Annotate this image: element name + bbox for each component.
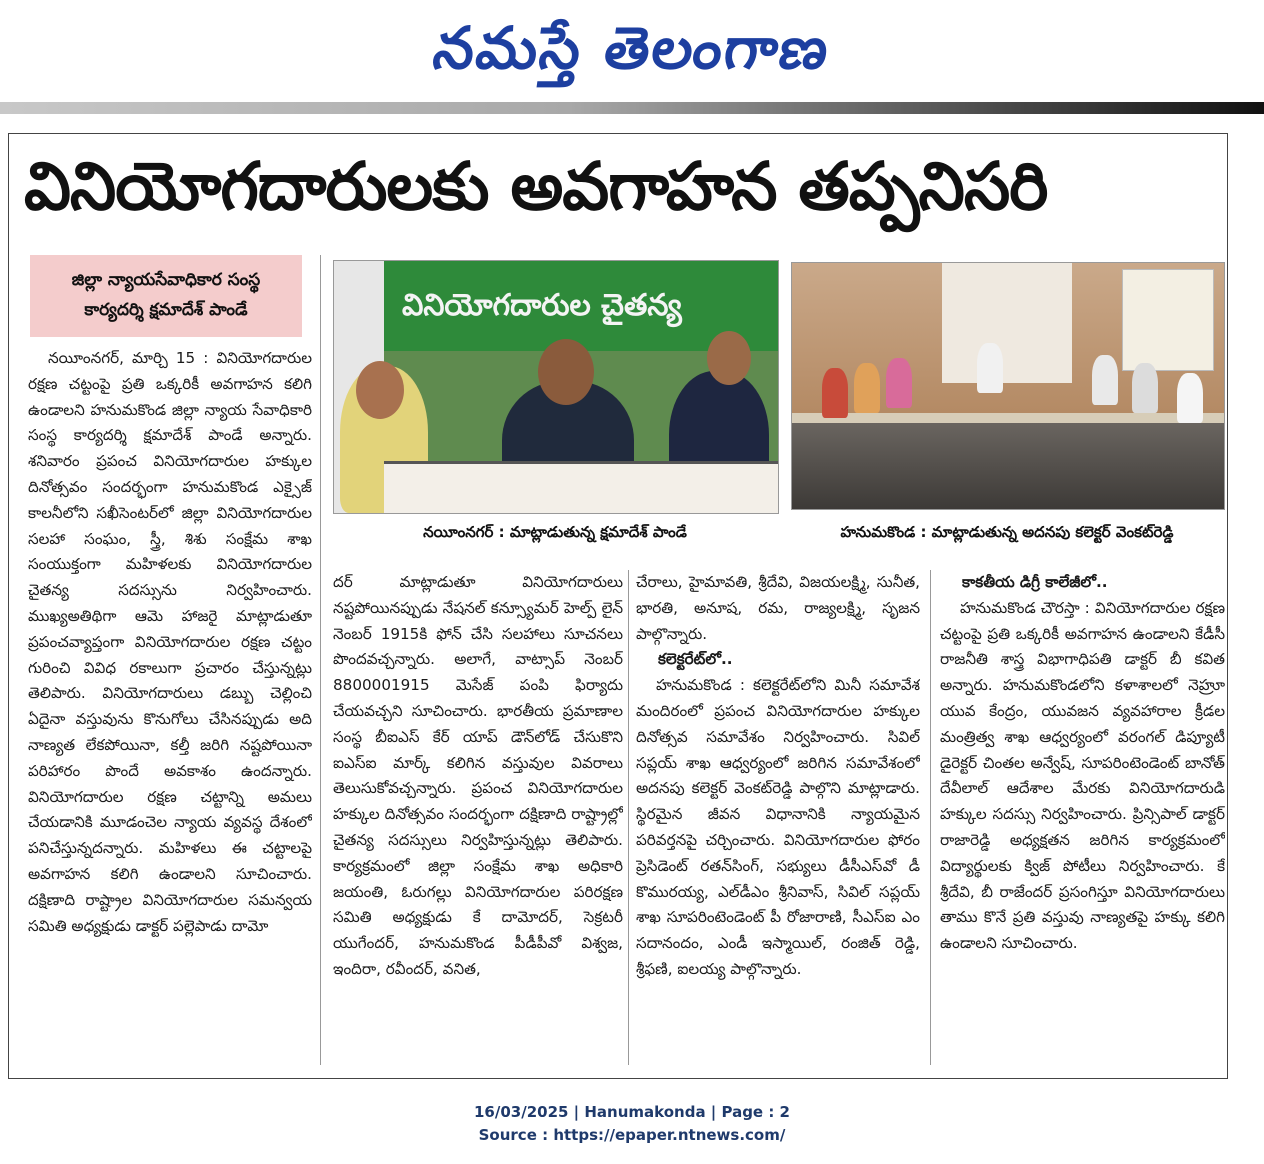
photo-banner: వినియోగదారుల చైతన్య <box>384 261 779 351</box>
subhead-line-2: కార్యదర్శి క్షమాదేశ్ పాండే <box>84 300 248 320</box>
section-heading-kakatiya: కాకతీయ డిగ్రీ కాలేజీలో.. <box>962 573 1108 591</box>
article-column-3 <box>636 570 920 1062</box>
article-subhead <box>30 255 302 337</box>
column-divider <box>628 570 629 1065</box>
photo-hanumakonda <box>791 262 1225 510</box>
column-divider <box>930 570 931 1065</box>
footer-dateline: 16/03/2025 | Hanumakonda | Page : 2 <box>473 1103 790 1121</box>
section-heading-collectorate: కలెక్టరేట్‌లో.. <box>658 650 733 669</box>
column-2-text: దర్ మాట్లాడుతూ వినియోగదారులు నష్టపోయినప్పుడు నేషనల్ కన్స్యూమర్ హెల్ప్ లైన్ నెంబర్ 1915కి ఫోన్ చేసి సలహాలు సూచనలు పొందవచ్చన్నారు. అలాగే, వాట్సాప్ నెంబర్ 8800001915 మెసేజ్ పంపి ఫిర్యాదు చేయవచ్చని సూచించారు. భారతీయ ప్రమాణాల సంస్థ బీఐఎస్ కేర్ యాప్ డౌన్‌లోడ్ చేసుకొని ఐఎస్ఐ మార్క్ కలిగిన వస్తువుల వివరాలు తెలుసుకోవచ్చన్నారు. ప్రపంచ వినియోగదారుల హక్కుల దినోత్సవం సందర్భంగా దక్షిణాది రాష్ట్రాల్లో చైతన్య సదస్సులు నిర్వహిస్తున్నట్లు తెలిపారు. కార్యక్రమంలో జిల్లా సంక్షేమ శాఖ అధికారి జయంతి, ఓరుగల్లు వినియోగదారుల పరిరక్షణ సమితి అధ్యక్షుడు కే దామోదర్, సెక్రటరీ యుగేందర్, హనుమకొండ పీడీపీవో విశ్వజ, ఇందిరా, రవీందర్, వనిత, <box>333 573 623 978</box>
column-4-text: హనుమకొండ చౌరస్తా : వినియోగదారుల రక్షణ చట్టంపై ప్రతి ఒక్కరికీ అవగాహన ఉండాలని కేడీసీ రాజనీతి శాస్త్ర విభాగాధిపతి డాక్టర్ బీ కవిత అన్నారు. హనుమకొండలోని కళాశాలలో నెహ్రూ యువ కేంద్రం, యువజన వ్యవహారాల క్రీడల మంత్రిత్వ శాఖ ఆధ్వర్యంలో వరంగల్ డిప్యూటీ డైరెక్టర్ చింతల అన్వేష్, సూపరింటెండెంట్ బానోత్ దేవీలాల్ ఆదేశాల మేరకు వినియోగదారుడి హక్కుల సదస్సు నిర్వహించారు. ప్రిన్సిపాల్ డాక్టర్ రాజారెడ్డి అధ్యక్షతన జరిగిన కార్యక్రమంలో విద్యార్థులకు క్విజ్ పోటీలు నిర్వహించారు. కే శ్రీదేవి, బీ రాజేందర్ ప్రసంగిస్తూ వినియోగదారులు తాము కొనే ప్రతి వస్తువు నాణ్యతపై హక్కు కలిగి ఉండాలని సూచించారు. <box>940 598 1225 953</box>
photo-caption-2: హనుమకొండ : మాట్లాడుతున్న అదనపు కలెక్టర్ వెంకట్‌రెడ్డి <box>840 523 1174 541</box>
article-column-2 <box>333 570 623 1062</box>
masthead <box>0 0 1264 100</box>
photo-nayeemnagar <box>333 260 779 514</box>
photo-caption-1: నయీంనగర్ : మాట్లాడుతున్న క్షమాదేశ్ పాండే <box>423 523 687 541</box>
column-3-text-b: హనుమకొండ : కలెక్టరేట్‌లోని మినీ సమావేశ మందిరంలో ప్రపంచ వినియోగదారుల హక్కుల దినోత్సవ సమావేశం నిర్వహించారు. సివిల్ సప్లయ్ శాఖ ఆధ్వర్యంలో జరిగిన సమావేశంలో అదనపు కలెక్టర్ వెంకట్‌రెడ్డి పాల్గొని మాట్లాడారు. స్థిరమైన జీవన విధానానికి న్యాయమైన పరివర్తనపై చర్చించారు. వినియోగదారుల ఫోరం ప్రెసిడెంట్ రతన్‌సింగ్, సభ్యులు డీసీఎస్‌వో డీ కొమురయ్య, ఎల్‌డీఎం శ్రీనివాస్, సివిల్ సప్లయ్ శాఖ సూపరింటెండెంట్ పీ రోజారాణి, సీఎస్ఐ ఎం సదానందం, ఎండీ ఇస్మాయిల్, రంజిత్ రెడ్డి, శ్రీఫణి, ఐలయ్య పాల్గొన్నారు. <box>636 676 920 978</box>
article-column-4 <box>940 570 1225 1062</box>
subhead-line-1: జిల్లా న్యాయసేవాధికార సంస్థ <box>71 270 261 290</box>
column-1-text: నయీంనగర్, మార్చి 15 : వినియోగదారుల రక్షణ చట్టంపై ప్రతి ఒక్కరికీ అవగాహన కలిగి ఉండాలని హనుమకొండ జిల్లా న్యాయ సేవాధికారి సంస్థ కార్యదర్శి క్షమాదేశ్ పాండే అన్నారు. శనివారం ప్రపంచ వినియోగదారుల హక్కుల దినోత్సవం సందర్భంగా హనుమకొండ ఎక్సైజ్ కాలనీలోని సఖీసెంటర్‌లో జిల్లా వినియోగదారుల సలహా సంఘం, స్త్రీ, శిశు సంక్షేమ శాఖ సంయుక్తంగా మహిళలకు వినియోగదారుల చైతన్య సదస్సును నిర్వహించారు. ముఖ్యఅతిథిగా ఆమె హాజరై మాట్లాడుతూ ప్రపంచవ్యాప్తంగా వినియోగదారుల రక్షణ చట్టం గురించి వివిధ రకాలుగా ప్రచారం చేస్తున్నట్లు తెలిపారు. వినియోగదారులు డబ్బు చెల్లించి ఏదైనా వస్తువును కొనుగోలు చేసినప్పుడు అది నాణ్యత లేకపోయినా, కల్తీ జరిగి నష్టపోయినా పరిహారం పొందే అవకాశం ఉందన్నారు. వినియోగదారుల రక్షణ చట్టాన్ని అమలు చేయడానికి మూడంచెల న్యాయ వ్యవస్థ దేశంలో పనిచేస్తున్నదన్నారు. మహిళలు ఈ చట్టాలపై అవగాహన కలిగి ఉండాలని సూచించారు. దక్షిణాది రాష్ట్రాల వినియోగదారుల సమన్వయ సమితి అధ్యక్షుడు డాక్టర్ పల్లెపాడు దామో <box>28 349 312 935</box>
article-column-1 <box>28 346 312 1062</box>
masthead-rule <box>0 102 1264 114</box>
footer-source: Source : https://epaper.ntnews.com/ <box>478 1126 786 1144</box>
article-headline: వినియోగదారులకు అవగాహన తప్పనిసరి <box>24 148 1048 225</box>
column-3-text-a: చేరాలు, హైమావతి, శ్రీదేవి, విజయలక్ష్మి, సునీత, భారతి, అనూష, రమ, రాజ్యలక్ష్మి, సృజన పాల్గొన్నారు. <box>636 573 920 643</box>
newspaper-logo: నమస్తే తెలంగాణ <box>429 14 835 82</box>
column-divider <box>320 255 321 1065</box>
